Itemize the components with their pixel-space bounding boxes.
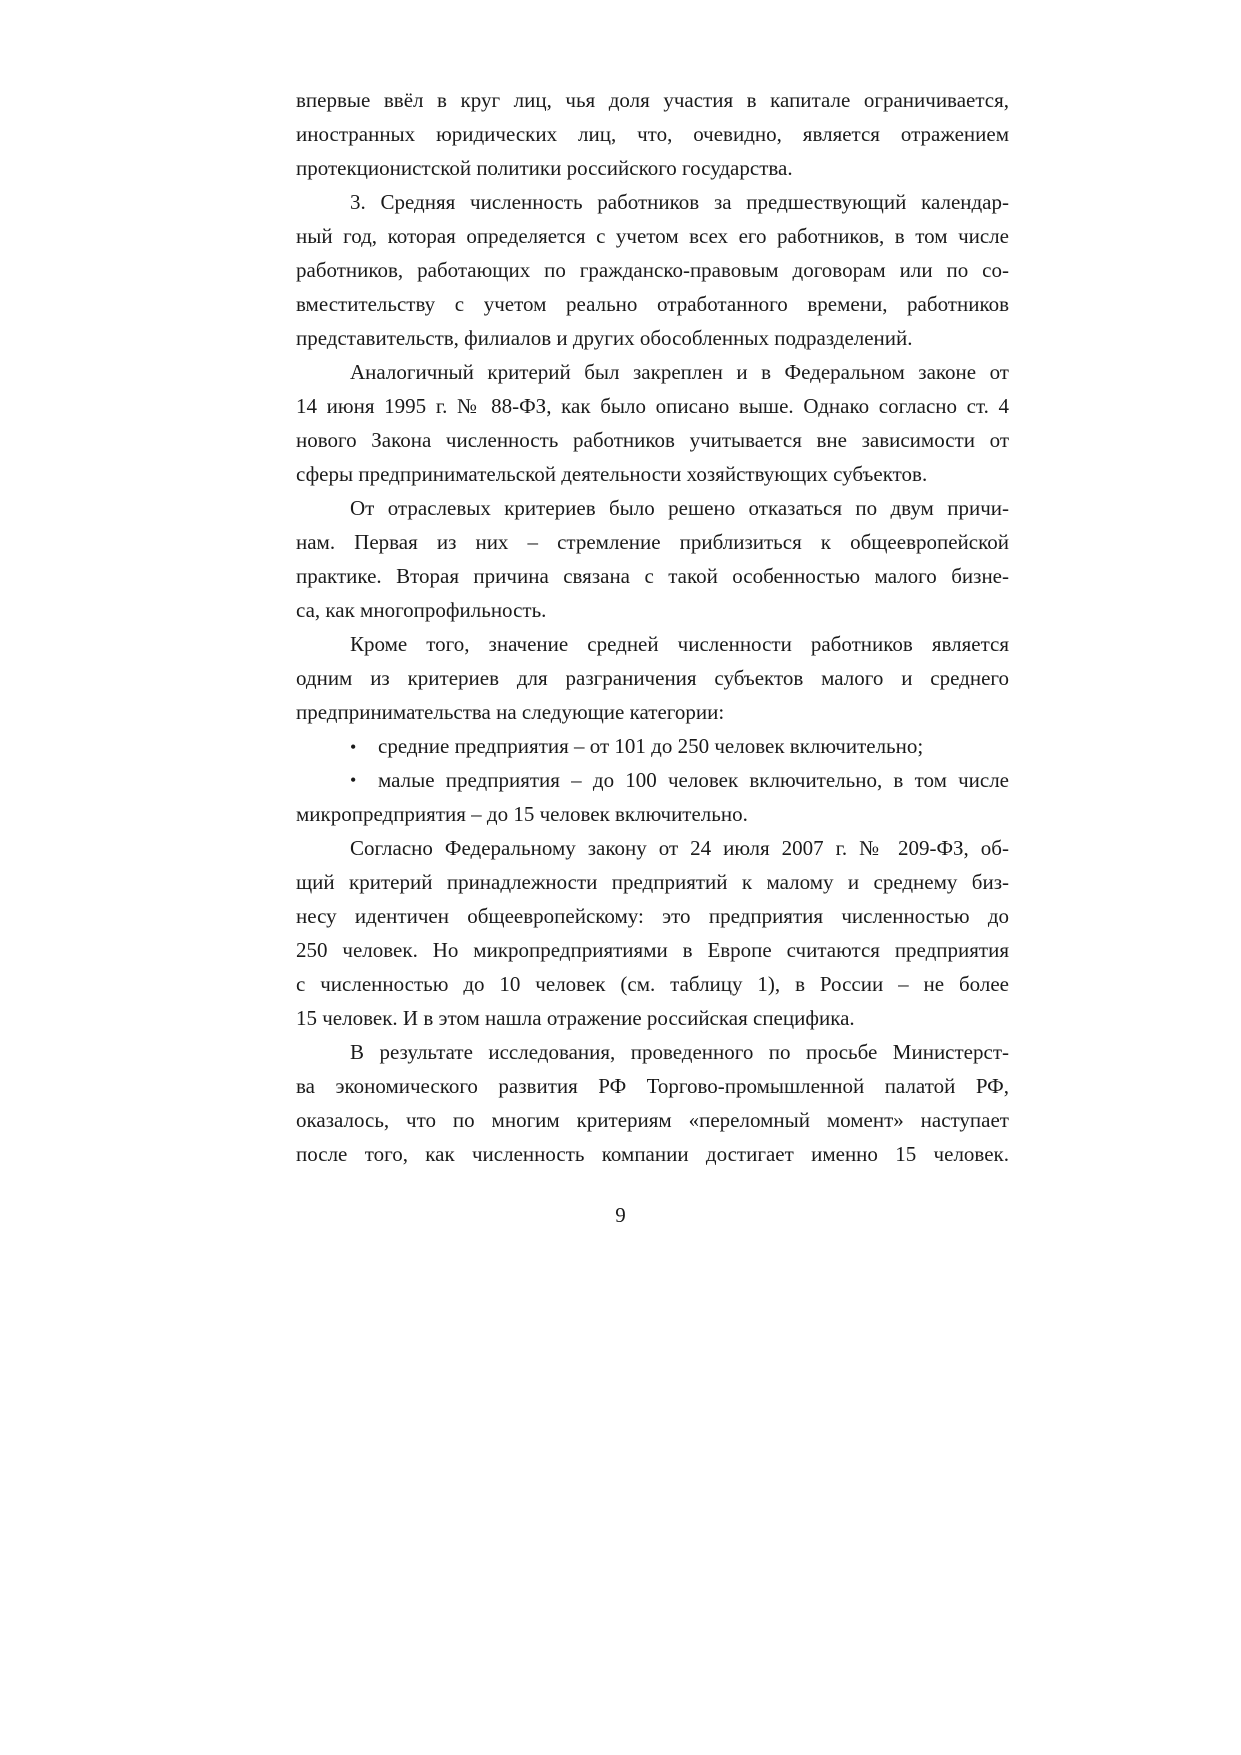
- text-line: практике. Вторая причина связана с такой особенностью малого бизне-: [296, 564, 1009, 588]
- bullet-item: [296, 763, 1009, 831]
- text-line: нам. Первая из них – стремление приблизиться к общеевропейской: [296, 530, 1009, 554]
- text-line: 14 июня 1995 г. № 88-ФЗ, как было описано выше. Однако согласно ст. 4: [296, 394, 1009, 418]
- text-line: [296, 763, 1009, 797]
- text-line: работников, работающих по гражданско-правовым договорам или по со-: [296, 258, 1009, 282]
- text-line: впервые ввёл в круг лиц, чья доля участия в капитале ограничивается,: [296, 88, 1009, 112]
- page-number: 9: [615, 1203, 626, 1227]
- text-line: От отраслевых критериев было решено отказаться по двум причи-: [350, 496, 1009, 520]
- text-line: 15 человек. И в этом нашла отражение российская специфика.: [296, 1006, 855, 1030]
- paragraph: [296, 83, 1009, 185]
- text-line: представительств, филиалов и других обособленных подразделений.: [296, 326, 913, 350]
- body-text: [296, 83, 1009, 1171]
- text-line: после того, как численность компании достигает именно 15 человек.: [296, 1142, 1009, 1166]
- text-line: [296, 729, 1009, 763]
- bullet-item: [296, 729, 1009, 763]
- text-line: протекционистской политики российского государства.: [296, 156, 793, 180]
- paragraph: [296, 355, 1009, 491]
- text-line: одним из критериев для разграничения субъектов малого и среднего: [296, 666, 1009, 690]
- text-line: Кроме того, значение средней численности работников является: [350, 632, 1009, 656]
- paragraph: [296, 831, 1009, 1035]
- text-line: нового Закона численность работников учитывается вне зависимости от: [296, 428, 1009, 452]
- text-line: 250 человек. Но микропредприятиями в Европе считаются предприятия: [296, 938, 1009, 962]
- bullet-icon: •: [350, 770, 357, 790]
- paragraph: [296, 491, 1009, 627]
- text-line: иностранных юридических лиц, что, очевидно, является отражением: [296, 122, 1009, 146]
- text-line: щий критерий принадлежности предприятий к малому и среднему биз-: [296, 870, 1009, 894]
- text-line: ный год, которая определяется с учетом всех его работников, в том числе: [296, 224, 1009, 248]
- text-line: несу идентичен общеевропейскому: это предприятия численностью до: [296, 904, 1009, 928]
- text-line: с численностью до 10 человек (см. таблицу 1), в России – не более: [296, 972, 1009, 996]
- text-line: Согласно Федеральному закону от 24 июля 2007 г. № 209-ФЗ, об-: [350, 836, 1009, 860]
- text-line: вместительству с учетом реально отработанного времени, работников: [296, 292, 1009, 316]
- text-line: оказалось, что по многим критериям «переломный момент» наступает: [296, 1108, 1009, 1132]
- text-line: ва экономического развития РФ Торгово-промышленной палатой РФ,: [296, 1074, 1009, 1098]
- text-line: сферы предпринимательской деятельности хозяйствующих субъектов.: [296, 462, 928, 486]
- bullet-text: средние предприятия – от 101 до 250 человек включительно;: [378, 734, 924, 758]
- bullet-text: малые предприятия – до 100 человек включительно, в том числе: [378, 768, 1009, 792]
- bullet-icon: •: [350, 737, 357, 757]
- text-line: микропредприятия – до 15 человек включительно.: [296, 802, 748, 826]
- text-line: 3. Средняя численность работников за предшествующий календар-: [350, 190, 1009, 214]
- paragraph: [296, 627, 1009, 729]
- text-line: Аналогичный критерий был закреплен и в Федеральном законе от: [350, 360, 1009, 384]
- text-line: В результате исследования, проведенного по просьбе Министерст-: [350, 1040, 1009, 1064]
- paragraph: [296, 185, 1009, 355]
- paragraph: [296, 1035, 1009, 1171]
- text-line: предпринимательства на следующие категории:: [296, 700, 725, 724]
- text-line: са, как многопрофильность.: [296, 598, 547, 622]
